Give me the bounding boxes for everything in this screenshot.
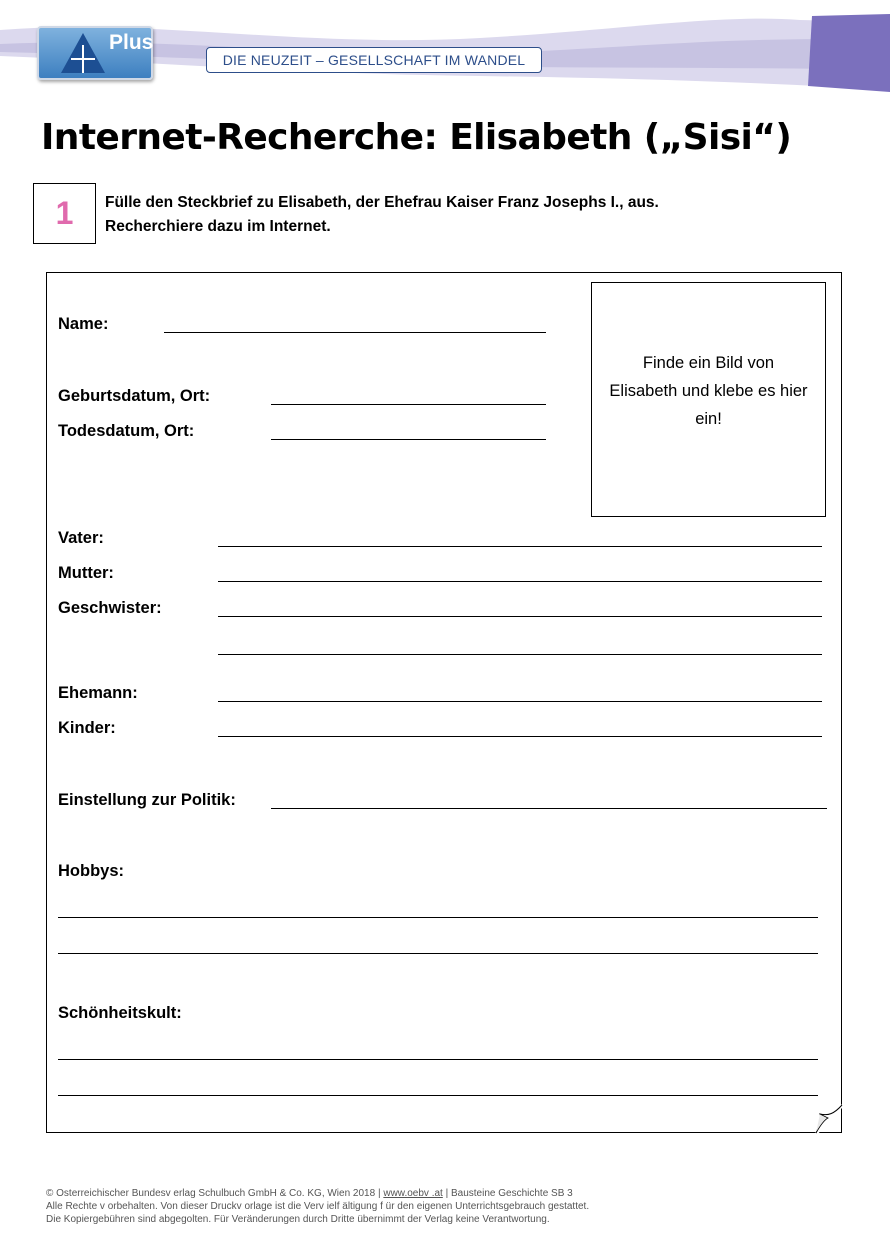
footer-line-3: Die Kopiergebühren sind abgegolten. Für Veränderungen durch Dritte übernimmt der Verlag keine Verantwortung. bbox=[46, 1214, 550, 1225]
name-label: Name: bbox=[58, 315, 109, 333]
name-line[interactable] bbox=[164, 332, 546, 333]
father-label: Vater: bbox=[58, 529, 104, 547]
footer-line-1: © Osterreichischer Bundesv erlag Schulbuch GmbH & Co. KG, Wien 2018 | www.oebv .at | Bausteine Geschichte SB 3 bbox=[46, 1188, 573, 1199]
photo-placeholder bbox=[591, 282, 826, 517]
beauty-line-2[interactable] bbox=[58, 1095, 818, 1096]
husband-line[interactable] bbox=[218, 701, 822, 702]
task-line-2: Recherchiere dazu im Internet. bbox=[105, 218, 331, 235]
mother-line[interactable] bbox=[218, 581, 822, 582]
death-label: Todesdatum, Ort: bbox=[58, 422, 195, 440]
task-line-1: Fülle den Steckbrief zu Elisabeth, der Ehefrau Kaiser Franz Josephs I., aus. bbox=[105, 194, 659, 211]
page-curl-icon bbox=[814, 1104, 844, 1134]
photo-text-2: Elisabeth und klebe es hier bbox=[609, 382, 808, 400]
birth-label: Geburtsdatum, Ort: bbox=[58, 387, 211, 405]
siblings-label: Geschwister: bbox=[58, 599, 162, 617]
photo-text-1: Finde ein Bild von bbox=[642, 354, 775, 372]
hobbies-line-1[interactable] bbox=[58, 917, 818, 918]
task-number: 1 bbox=[33, 183, 96, 244]
politics-line[interactable] bbox=[271, 808, 827, 809]
triangle-logo-icon bbox=[59, 31, 107, 75]
politics-label: Einstellung zur Politik: bbox=[58, 791, 236, 809]
beauty-line-1[interactable] bbox=[58, 1059, 818, 1060]
husband-label: Ehemann: bbox=[58, 684, 138, 702]
children-line[interactable] bbox=[218, 736, 822, 737]
siblings-line-1[interactable] bbox=[218, 616, 822, 617]
hobbies-label: Hobbys: bbox=[58, 862, 124, 880]
death-line[interactable] bbox=[271, 439, 546, 440]
footer-line-2: Alle Rechte v orbehalten. Von dieser Druckv orlage ist die Verv ielf ältigung f ür den eigenen Unterrichtsgebrauch gestattet. bbox=[46, 1201, 590, 1212]
beauty-label: Schönheitskult: bbox=[58, 1004, 182, 1022]
task-instruction bbox=[105, 191, 659, 239]
children-label: Kinder: bbox=[58, 719, 116, 737]
footer bbox=[46, 1187, 589, 1226]
page-title: Internet-Recherche: Elisabeth („Sisi“) bbox=[41, 117, 792, 158]
publisher-link[interactable]: www.oebv .at bbox=[383, 1188, 443, 1199]
logo bbox=[37, 26, 153, 80]
photo-text-3: ein! bbox=[695, 410, 722, 428]
siblings-line-2[interactable] bbox=[218, 654, 822, 655]
birth-line[interactable] bbox=[271, 404, 546, 405]
logo-text: Plus bbox=[109, 31, 154, 54]
section-tag: DIE NEUZEIT – GESELLSCHAFT IM WANDEL bbox=[206, 47, 542, 73]
father-line[interactable] bbox=[218, 546, 822, 547]
mother-label: Mutter: bbox=[58, 564, 114, 582]
hobbies-line-2[interactable] bbox=[58, 953, 818, 954]
